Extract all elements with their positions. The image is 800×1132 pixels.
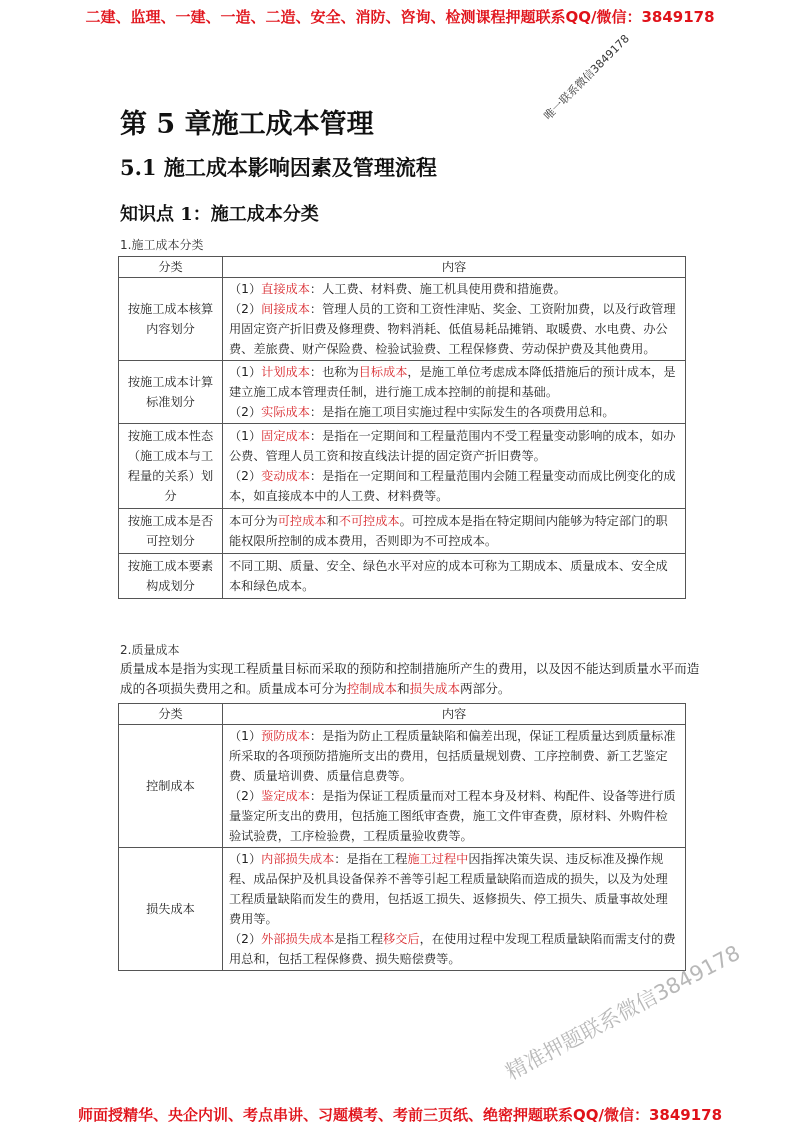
corner-watermark: 唯一联系微信3849178 (541, 32, 632, 123)
content-line: （1）直接成本：人工费、材料费、施工机具使用费和措施费。 (229, 282, 566, 296)
table-row (119, 361, 686, 424)
header-content: 内容 (223, 257, 686, 278)
table-row (119, 278, 686, 361)
category-cell: 按施工成本核算内容划分 (119, 278, 223, 361)
table-row (119, 554, 686, 599)
category-cell: 按施工成本计算标准划分 (119, 361, 223, 424)
highlighted-term: 直接成本 (261, 282, 310, 296)
table-header-row (119, 704, 686, 725)
table-header-row (119, 257, 686, 278)
content-cell (223, 278, 686, 361)
category-cell: 按施工成本性态（施工成本与工程量的关系）划分 (119, 424, 223, 509)
content-line: 本可分为可控成本和不可控成本。可控成本是指在特定期间内能够为特定部门的职能权限所控制的成本费用，否则即为不可控成本。 (229, 514, 668, 548)
highlighted-term: 移交后 (383, 932, 420, 946)
category-cell: 按施工成本要素构成划分 (119, 554, 223, 599)
chapter-title: 第 5 章施工成本管理 (120, 109, 374, 140)
table-row (119, 424, 686, 509)
content-cell (223, 424, 686, 509)
header-content: 内容 (223, 704, 686, 725)
table-row (119, 725, 686, 848)
cost-classification-table (118, 256, 686, 599)
highlighted-term: 预防成本 (261, 729, 310, 743)
category-cell: 损失成本 (119, 848, 223, 971)
header-category: 分类 (119, 704, 223, 725)
content-cell (223, 848, 686, 971)
highlighted-term: 计划成本 (261, 365, 310, 379)
highlighted-term: 损失成本 (409, 681, 461, 696)
knowledge-point-title: 知识点 1：施工成本分类 (120, 204, 319, 225)
content-line: （2）鉴定成本：是指为保证工程质量而对工程本身及材料、构配件、设备等进行质量鉴定所支出的费用，包括施工图纸审查费，施工文件审查费，原材料、外购件检验试验费，工序检验费，工程质量验收费等。 (229, 789, 676, 843)
content-cell (223, 554, 686, 599)
bottom-banner: 师面授精华、央企内训、考点串讲、习题模考、考前三页纸、绝密押题联系QQ/微信：3849178 (77, 1106, 723, 1124)
category-cell: 控制成本 (119, 725, 223, 848)
highlighted-term: 目标成本 (358, 365, 408, 379)
content-line: 不同工期、质量、安全、绿色水平对应的成本可称为工期成本、质量成本、安全成本和绿色成本。 (229, 559, 668, 593)
diagonal-watermark: 精准押题联系微信3849178 (501, 940, 745, 1085)
top-banner: 二建、监理、一建、一造、二造、安全、消防、咨询、检测课程押题联系QQ/微信：3849178 (85, 8, 715, 26)
highlighted-term: 可控成本 (277, 514, 327, 528)
content-line: （2）外部损失成本是指工程移交后，在使用过程中发现工程质量缺陷而需支付的费用总和，包括工程保修费、损失赔偿费等。 (229, 932, 676, 966)
highlighted-term: 变动成本 (261, 469, 310, 483)
content-line: （1）内部损失成本：是指在工程施工过程中因指挥决策失误、违反标准及操作规程、成品保护及机具设备保养不善等引起工程质量缺陷而造成的损失，以及为处理工程质量缺陷而发生的费用，包括返工损失、返修损失、停工损失、质量事故处理费用等。 (229, 852, 668, 926)
content-line: （2）实际成本：是指在施工项目实施过程中实际发生的各项费用总和。 (229, 405, 615, 419)
highlighted-term: 鉴定成本 (261, 789, 310, 803)
table-row (119, 848, 686, 971)
quality-paragraph: 质量成本是指为实现工程质量目标而采取的预防和控制措施所产生的费用，以及因不能达到质量水平而造成的各项损失费用之和。质量成本可分为控制成本和损失成本两部分。 (120, 661, 700, 696)
highlighted-term: 施工过程中 (407, 852, 469, 866)
header-category: 分类 (119, 257, 223, 278)
content-cell (223, 725, 686, 848)
highlighted-term: 不可控成本 (338, 514, 400, 528)
quality-caption: 2.质量成本 (120, 643, 180, 657)
content-cell (223, 361, 686, 424)
content-cell (223, 509, 686, 554)
section-title: 5.1 施工成本影响因素及管理流程 (120, 155, 437, 180)
highlighted-term: 内部损失成本 (261, 852, 335, 866)
content-line: （1）预防成本：是指为防止工程质量缺陷和偏差出现，保证工程质量达到质量标准所采取的各项预防措施所支出的费用，包括质量规划费、工序控制费、新工艺鉴定费、质量培训费、质量信息费等。 (229, 729, 676, 783)
quality-cost-table (118, 703, 686, 971)
category-cell: 按施工成本是否可控划分 (119, 509, 223, 554)
content-line: （2）变动成本：是指在一定期间和工程量范围内会随工程量变动而成比例变化的成本，如直接成本中的人工费、材料费等。 (229, 469, 676, 503)
content-line: （1）固定成本：是指在一定期间和工程量范围内不受工程量变动影响的成本，如办公费、管理人员工资和按直线法计提的固定资产折旧费等。 (229, 429, 676, 463)
table-row (119, 509, 686, 554)
highlighted-term: 实际成本 (261, 405, 310, 419)
highlighted-term: 控制成本 (346, 681, 398, 696)
content-line: （1）计划成本：也称为目标成本，是施工单位考虑成本降低措施后的预计成本，是建立施工成本管理责任制，进行施工成本控制的前提和基础。 (229, 365, 676, 399)
highlighted-term: 外部损失成本 (261, 932, 335, 946)
highlighted-term: 固定成本 (261, 429, 310, 443)
table1-caption: 1.施工成本分类 (120, 238, 204, 252)
content-line: （2）间接成本：管理人员的工资和工资性津贴、奖金、工资附加费，以及行政管理用固定资产折旧费及修理费、物料消耗、低值易耗品摊销、取暖费、水电费、办公费、差旅费、财产保险费、检验试验费、工程保修费、劳动保护费及其他费用。 (229, 302, 676, 356)
highlighted-term: 间接成本 (261, 302, 310, 316)
